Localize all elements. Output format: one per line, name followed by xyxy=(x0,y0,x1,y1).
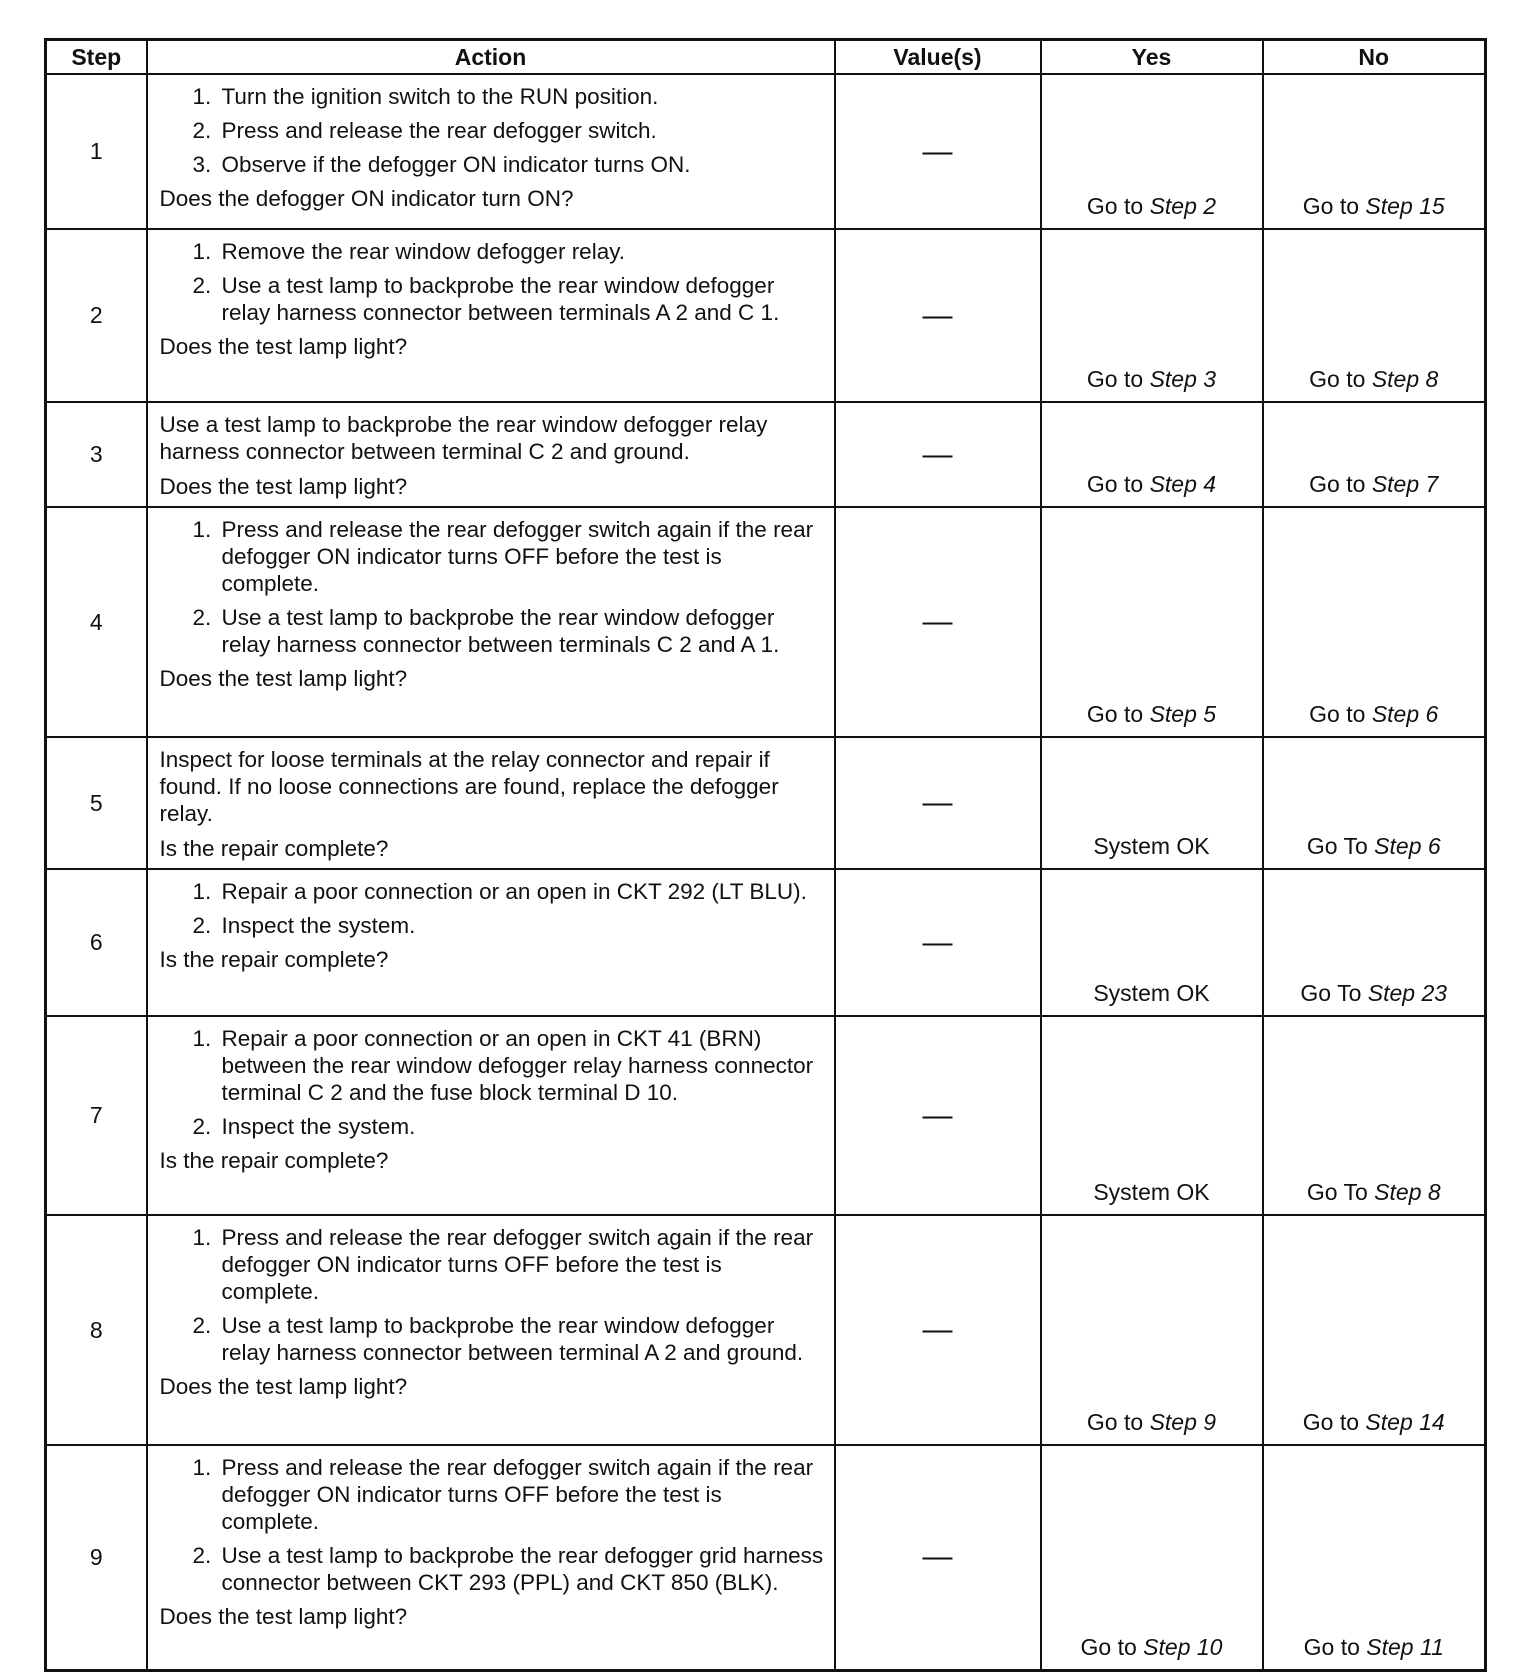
action-content xyxy=(148,870,834,979)
action-step: 1. Press and release the rear defogger switch again if the rear defogger ON indicator turns OFF before the test is complete. xyxy=(218,516,824,597)
no-outcome-prefix: Go to xyxy=(1302,1409,1360,1435)
value-cell: — xyxy=(835,869,1041,1016)
yes-outcome-prefix: System OK xyxy=(1093,1179,1210,1205)
action-steps xyxy=(160,1025,824,1140)
table-row xyxy=(46,229,1486,402)
yes-outcome xyxy=(1041,1016,1263,1215)
yes-outcome xyxy=(1041,1445,1263,1670)
value-cell: — xyxy=(835,507,1041,737)
yes-outcome-step-link: Step 3 xyxy=(1149,366,1217,392)
action-steps xyxy=(160,238,824,326)
yes-outcome-prefix: Go to xyxy=(1086,193,1144,219)
action-question: Does the test lamp light? xyxy=(159,666,408,691)
action-steps xyxy=(160,1454,824,1596)
action-question: Is the repair complete? xyxy=(159,836,389,861)
action-step: 3. Observe if the defogger ON indicator turns ON. xyxy=(218,151,824,178)
action-step: 1. Repair a poor connection or an open in CKT 292 (LT BLU). xyxy=(218,878,824,905)
action-cell xyxy=(147,507,835,737)
action-steps xyxy=(160,1224,824,1366)
action-content xyxy=(148,1017,834,1180)
no-outcome-prefix: Go To xyxy=(1300,980,1362,1006)
value-cell: — xyxy=(835,737,1041,869)
action-question: Does the test lamp light? xyxy=(159,334,408,359)
value-cell: — xyxy=(835,1016,1041,1215)
action-cell xyxy=(147,74,835,229)
no-outcome-step-link: Step 8 xyxy=(1371,366,1439,392)
no-outcome xyxy=(1263,229,1486,402)
yes-outcome-prefix: Go to xyxy=(1086,471,1144,497)
yes-outcome-prefix: Go to xyxy=(1086,701,1144,727)
action-cell xyxy=(147,1215,835,1445)
yes-outcome xyxy=(1041,507,1263,737)
value-cell: — xyxy=(835,1445,1041,1670)
action-steps xyxy=(160,516,824,658)
action-content xyxy=(148,1216,834,1406)
table-row xyxy=(46,1215,1486,1445)
action-question: Does the test lamp light? xyxy=(159,1604,408,1629)
no-outcome xyxy=(1263,1445,1486,1670)
no-outcome xyxy=(1263,737,1486,869)
yes-outcome xyxy=(1041,1215,1263,1445)
header-action: Action xyxy=(147,40,835,75)
yes-outcome xyxy=(1041,229,1263,402)
yes-outcome xyxy=(1041,74,1263,229)
value-cell: — xyxy=(835,74,1041,229)
header-row xyxy=(46,40,1486,75)
action-step: 2. Inspect the system. xyxy=(218,1113,824,1140)
action-question: Does the test lamp light? xyxy=(159,1374,408,1399)
action-step: 2. Use a test lamp to backprobe the rear defogger grid harness connector between CKT 293 (PPL) and CKT 850 (BLK). xyxy=(218,1542,824,1596)
header-step: Step xyxy=(46,40,147,75)
yes-outcome xyxy=(1041,869,1263,1016)
step-number: 8 xyxy=(46,1215,147,1445)
yes-outcome-step-link: Step 4 xyxy=(1149,471,1217,497)
no-outcome xyxy=(1263,507,1486,737)
action-question: Does the test lamp light? xyxy=(159,474,408,499)
yes-outcome-prefix: System OK xyxy=(1093,833,1210,859)
value-cell: — xyxy=(835,229,1041,402)
value-cell: — xyxy=(835,1215,1041,1445)
step-number: 2 xyxy=(46,229,147,402)
no-outcome-step-link: Step 23 xyxy=(1367,980,1448,1006)
yes-outcome-prefix: System OK xyxy=(1093,980,1210,1006)
action-steps xyxy=(160,878,824,939)
no-outcome xyxy=(1263,74,1486,229)
action-content xyxy=(148,738,834,868)
action-cell xyxy=(147,869,835,1016)
table-row xyxy=(46,737,1486,869)
no-outcome-prefix: Go to xyxy=(1309,701,1366,727)
action-step: 2. Use a test lamp to backprobe the rear window defogger relay harness connector between terminal A 2 and ground. xyxy=(218,1312,824,1366)
action-cell xyxy=(147,1445,835,1670)
step-number: 9 xyxy=(46,1445,147,1670)
action-content xyxy=(148,75,834,218)
yes-outcome-step-link: Step 9 xyxy=(1149,1409,1217,1435)
step-number: 4 xyxy=(46,507,147,737)
step-number: 6 xyxy=(46,869,147,1016)
action-content xyxy=(148,1446,834,1636)
action-cell xyxy=(147,1016,835,1215)
action-step: 1. Repair a poor connection or an open in CKT 41 (BRN) between the rear window defogger relay harness connector terminal C 2 and the fuse block terminal D 10. xyxy=(218,1025,824,1106)
step-number: 3 xyxy=(46,402,147,507)
no-outcome xyxy=(1263,869,1486,1016)
no-outcome-prefix: Go to xyxy=(1309,471,1366,497)
no-outcome-prefix: Go to xyxy=(1309,366,1366,392)
no-outcome-prefix: Go To xyxy=(1306,833,1368,859)
header-no: No xyxy=(1263,40,1486,75)
no-outcome-step-link: Step 11 xyxy=(1366,1633,1444,1660)
table-row xyxy=(46,74,1486,229)
table-row xyxy=(46,402,1486,507)
no-outcome-step-link: Step 6 xyxy=(1371,701,1439,727)
table-row xyxy=(46,1016,1486,1215)
table-row xyxy=(46,507,1486,737)
action-question: Does the defogger ON indicator turn ON? xyxy=(159,186,574,211)
value-cell: — xyxy=(835,402,1041,507)
action-step: 1. Remove the rear window defogger relay. xyxy=(218,238,824,265)
no-outcome-prefix: Go to xyxy=(1303,1633,1360,1660)
no-outcome-step-link: Step 7 xyxy=(1371,471,1439,497)
action-step: 2. Press and release the rear defogger switch. xyxy=(218,117,824,144)
no-outcome-step-link: Step 14 xyxy=(1365,1409,1445,1435)
yes-outcome-prefix: Go to xyxy=(1086,1409,1144,1435)
action-cell xyxy=(147,229,835,402)
table-row xyxy=(46,869,1486,1016)
yes-outcome xyxy=(1041,402,1263,507)
yes-outcome-prefix: Go to xyxy=(1086,366,1144,392)
header-yes: Yes xyxy=(1041,40,1263,75)
yes-outcome-prefix: Go to xyxy=(1080,1633,1137,1660)
table-row xyxy=(46,1445,1486,1670)
diagnostic-table xyxy=(44,38,1487,1672)
action-text: Inspect for loose terminals at the relay connector and repair if found. If no loose connections are found, replace the defogger relay. xyxy=(159,747,779,826)
yes-outcome-step-link: Step 5 xyxy=(1149,701,1217,727)
action-step: 2. Inspect the system. xyxy=(218,912,824,939)
action-step: 1. Turn the ignition switch to the RUN position. xyxy=(218,83,824,110)
action-steps xyxy=(160,83,824,178)
step-number: 1 xyxy=(46,74,147,229)
action-step: 2. Use a test lamp to backprobe the rear window defogger relay harness connector between terminals A 2 and C 1. xyxy=(218,272,824,326)
no-outcome-step-link: Step 6 xyxy=(1374,833,1441,859)
action-text: Use a test lamp to backprobe the rear window defogger relay harness connector between terminal C 2 and ground. xyxy=(159,412,768,464)
action-cell xyxy=(147,737,835,869)
yes-outcome xyxy=(1041,737,1263,869)
step-number: 5 xyxy=(46,737,147,869)
action-step: 1. Press and release the rear defogger switch again if the rear defogger ON indicator turns OFF before the test is complete. xyxy=(218,1454,824,1535)
action-step: 2. Use a test lamp to backprobe the rear window defogger relay harness connector between terminals C 2 and A 1. xyxy=(218,604,824,658)
action-cell xyxy=(147,402,835,507)
no-outcome-prefix: Go To xyxy=(1306,1179,1368,1205)
no-outcome xyxy=(1263,402,1486,507)
action-question: Is the repair complete? xyxy=(159,947,389,972)
action-question: Is the repair complete? xyxy=(159,1148,389,1173)
no-outcome xyxy=(1263,1016,1486,1215)
action-step: 1. Press and release the rear defogger switch again if the rear defogger ON indicator turns OFF before the test is complete. xyxy=(218,1224,824,1305)
action-content xyxy=(148,403,834,506)
no-outcome-step-link: Step 15 xyxy=(1365,193,1445,219)
action-content xyxy=(148,508,834,698)
no-outcome xyxy=(1263,1215,1486,1445)
no-outcome-prefix: Go to xyxy=(1302,193,1360,219)
yes-outcome-step-link: Step 2 xyxy=(1149,193,1217,219)
no-outcome-step-link: Step 8 xyxy=(1374,1179,1441,1205)
action-content xyxy=(148,230,834,366)
diagnostic-table-page xyxy=(44,38,1484,1672)
table-body xyxy=(46,74,1486,1670)
step-number: 7 xyxy=(46,1016,147,1215)
yes-outcome-step-link: Step 10 xyxy=(1143,1633,1223,1660)
header-values: Value(s) xyxy=(835,40,1041,75)
